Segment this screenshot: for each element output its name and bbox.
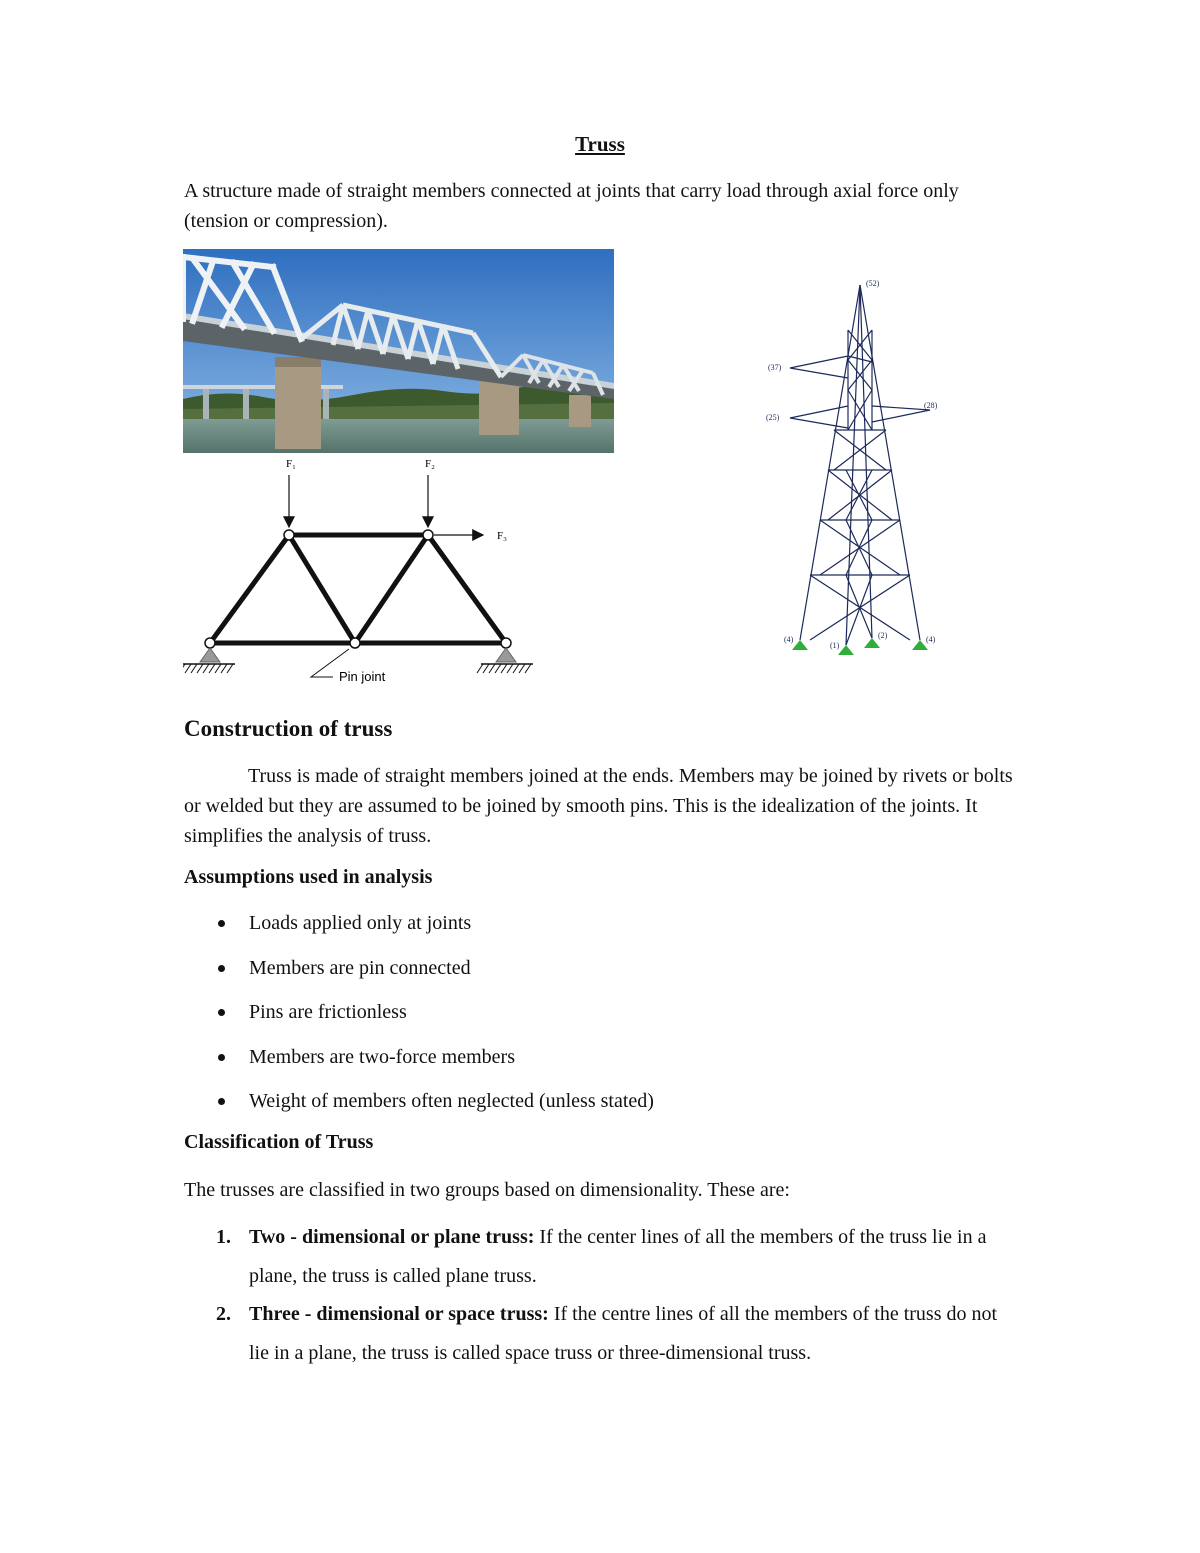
tower-supports [792,638,928,655]
bullet-icon [218,1009,225,1016]
tower-label-top: (52) [866,279,880,288]
joint-top-right [423,530,433,540]
tower-label-right: (28) [924,401,938,410]
joint-bottom-middle [350,638,360,648]
label-f3: F₃ [497,530,507,542]
joint-top-left [284,530,294,540]
list-item: Weight of members often neglected (unless stated) [184,1084,1016,1129]
truss-members [210,535,506,643]
intro-paragraph: A structure made of straight members connected at joints that carry load through axial force only (tension or compression). [184,180,959,232]
bridge-photo [183,249,614,453]
bullet-icon [218,965,225,972]
transmission-tower-diagram [760,270,950,660]
list-item [184,1218,1016,1295]
label-f2: F₂ [425,458,435,470]
assumptions-heading: Assumptions used in analysis [184,866,433,888]
construction-heading: Construction of truss [184,716,393,741]
page-title: Truss [575,132,625,156]
classification-heading: Classification of Truss [184,1131,374,1153]
class-description: If the centre lines of all the members of the truss do not lie in a plane, the truss is called space truss or three-dimensional truss. [249,1303,998,1364]
plane-truss-diagram [183,455,593,690]
label-pin-joint: Pin joint [339,669,386,684]
tower-label-left-lower: (25) [766,413,780,422]
class-term: Two - dimensional or plane truss: [249,1226,535,1248]
list-item: Pins are frictionless [184,995,1016,1040]
bullet-icon [218,1054,225,1061]
left-support [183,648,235,673]
item-number: 2. [216,1303,231,1325]
assumptions-list [184,906,1016,1129]
tower-label-base-2: (1) [830,641,840,650]
item-number: 1. [216,1226,231,1248]
joint-right [501,638,511,648]
classification-intro: The trusses are classified in two groups based on dimensionality. These are: [184,1179,790,1201]
bullet-icon [218,920,225,927]
list-item: Loads applied only at joints [184,906,1016,951]
construction-paragraph: Truss is made of straight members joined at the ends. Members may be joined by rivets or bolts or welded but they are assumed to be joined by smooth pins. This is the idealization of the joints. It simplifies the analysis of truss. [184,765,1013,847]
list-item [184,1295,1016,1372]
list-item: Members are two-force members [184,1040,1016,1085]
class-term: Three - dimensional or space truss: [249,1303,549,1325]
tower-label-base-1: (4) [784,635,794,644]
tower-label-base-4: (4) [926,635,936,644]
right-support [477,648,533,673]
list-item: Members are pin connected [184,951,1016,996]
bullet-icon [218,1098,225,1105]
joint-left [205,638,215,648]
label-f1: F₁ [286,458,296,470]
classification-list [184,1218,1016,1372]
tower-label-left-upper: (37) [768,363,782,372]
class-description: If the center lines of all the members of the truss lie in a plane, the truss is called plane truss. [249,1226,987,1287]
tower-label-base-3: (2) [878,631,888,640]
